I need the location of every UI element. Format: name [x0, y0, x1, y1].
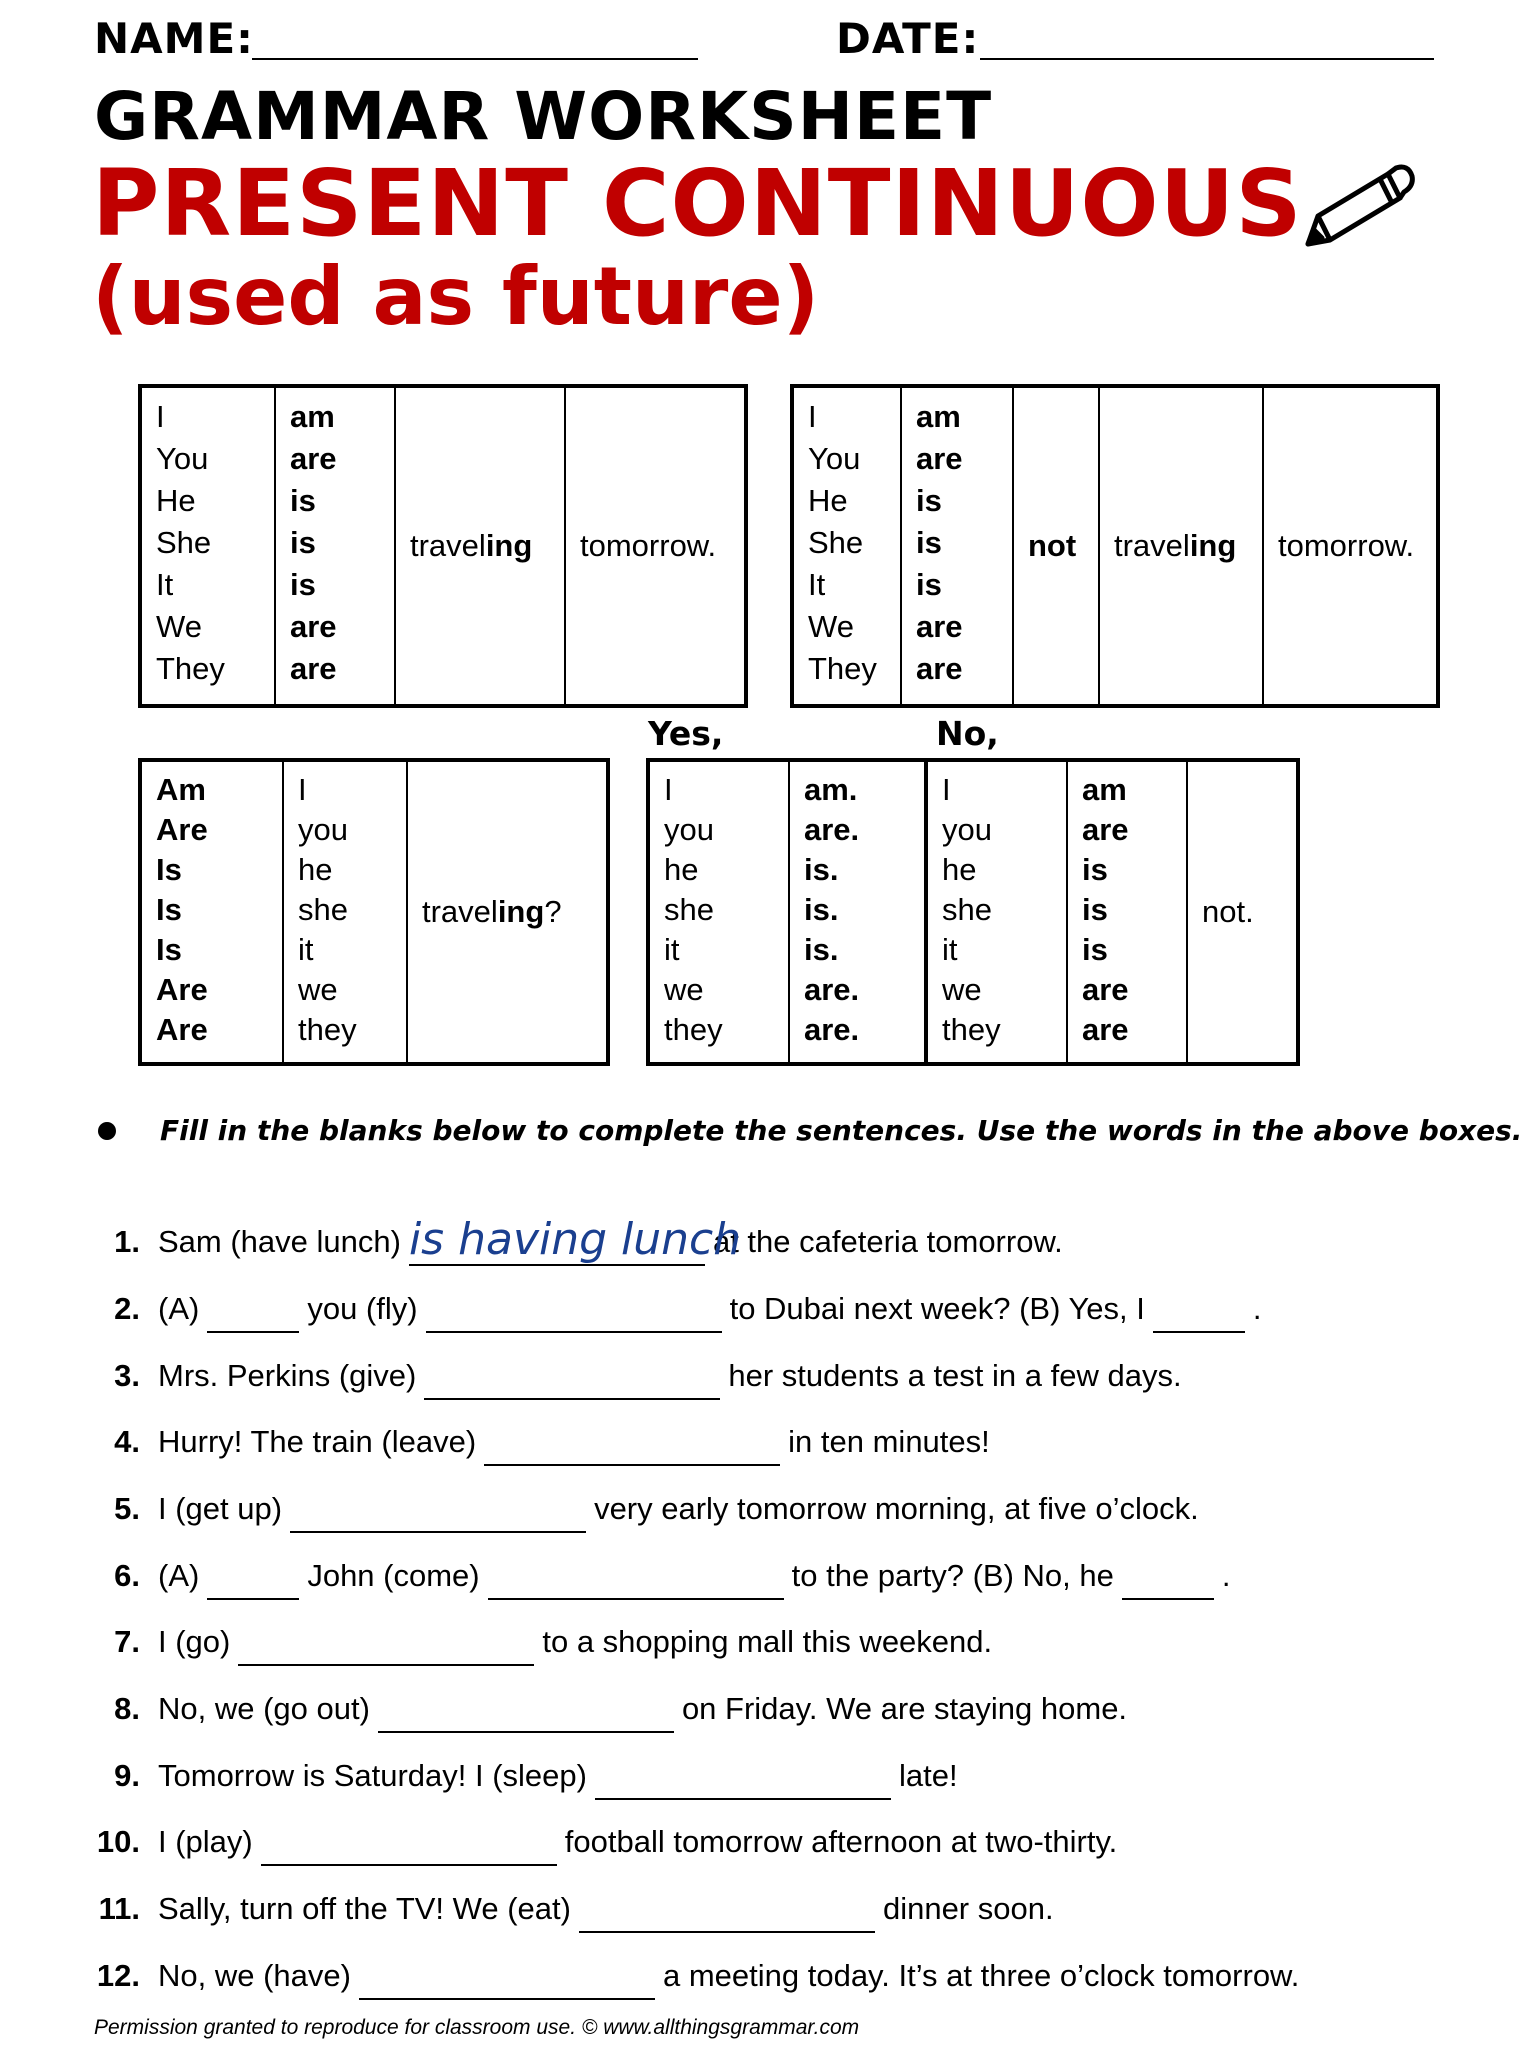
answer-blank[interactable]	[595, 1758, 891, 1800]
verb-ending: ing	[497, 894, 545, 929]
question-text: on Friday. We are staying home.	[681, 1691, 1128, 1726]
question-text: I (go)	[158, 1624, 231, 1659]
question-text: I (play)	[158, 1824, 253, 1859]
pronoun: It	[808, 567, 826, 602]
pronoun: it	[942, 932, 958, 967]
verb-base: travel	[410, 528, 486, 563]
pronoun: I	[942, 772, 951, 807]
question-text: very early tomorrow morning, at five o’clock.	[594, 1491, 1199, 1526]
be-verb: are	[916, 441, 963, 476]
be-verb: is	[290, 525, 316, 560]
verb-base: travel	[1114, 528, 1190, 563]
verb-base: travel	[422, 894, 498, 929]
topic-subtitle: (used as future)	[92, 250, 820, 343]
question-text: in ten minutes!	[788, 1424, 990, 1459]
aux-verb: Is	[156, 852, 182, 887]
pronoun: they	[942, 1012, 1001, 1047]
question-number: 6.	[114, 1558, 140, 1593]
question-item	[80, 1418, 990, 1466]
be-verb: are.	[804, 1012, 860, 1047]
answer-blank[interactable]	[359, 1958, 655, 2000]
affirmative-be-verbs	[275, 386, 395, 706]
question-text: football tomorrow afternoon at two-thirty.	[564, 1824, 1118, 1859]
question-number: 10.	[96, 1824, 140, 1859]
pronoun: they	[298, 1012, 357, 1047]
be-verb: is	[916, 483, 942, 518]
verb-ending: ing	[485, 528, 533, 563]
question-text: Sam (have lunch)	[158, 1224, 401, 1259]
question-text: late!	[898, 1758, 958, 1793]
question-number: 5.	[114, 1491, 140, 1526]
be-verb: am	[290, 399, 335, 434]
pronoun: They	[808, 651, 877, 686]
no-label: No,	[936, 714, 999, 753]
pronoun: she	[942, 892, 992, 927]
question-item	[80, 1285, 1262, 1333]
be-verb: are	[290, 609, 337, 644]
be-verb: are	[290, 441, 337, 476]
be-verb: am.	[804, 772, 858, 807]
be-verb: is	[290, 567, 316, 602]
question-number: 11.	[98, 1891, 140, 1926]
pencil-icon	[1300, 160, 1420, 250]
negative-pronouns	[792, 386, 901, 706]
be-verb: are	[290, 651, 337, 686]
be-verb: is.	[804, 892, 839, 927]
answer-blank[interactable]	[238, 1624, 534, 1666]
question-item	[80, 1618, 992, 1666]
be-verb: are	[1082, 1012, 1129, 1047]
answer-blank[interactable]	[426, 1291, 722, 1333]
affirmative-table	[138, 384, 748, 708]
be-verb: are.	[804, 812, 860, 847]
be-verb: is	[290, 483, 316, 518]
question-item	[80, 1952, 1299, 2000]
answer-blank[interactable]	[408, 1214, 742, 1266]
question-text: at the cafeteria tomorrow.	[712, 1224, 1063, 1259]
pronoun: you	[298, 812, 348, 847]
be-verb: are	[916, 609, 963, 644]
question-item	[80, 1552, 1230, 1600]
aux-verb: Is	[156, 932, 182, 967]
question-item	[80, 1352, 1182, 1400]
verb-ending: ing	[1189, 528, 1237, 563]
question-text: Sally, turn off the TV! We (eat)	[158, 1891, 571, 1926]
question-text: Hurry! The train (leave)	[158, 1424, 477, 1459]
answer-blank[interactable]	[1153, 1291, 1245, 1333]
answer-blank[interactable]	[290, 1491, 586, 1533]
be-verb: are	[1082, 972, 1129, 1007]
be-verb: am	[916, 399, 961, 434]
question-item	[80, 1214, 1063, 1266]
date-field[interactable]	[980, 18, 1434, 60]
aux-verb: Are	[156, 1012, 208, 1047]
question-number: 12.	[96, 1958, 140, 1993]
question-text: No, we (have)	[158, 1958, 351, 1993]
be-verb: are.	[804, 972, 860, 1007]
pronoun: They	[156, 651, 225, 686]
answer-blank[interactable]	[207, 1291, 299, 1333]
negative-time: tomorrow.	[1263, 386, 1438, 706]
question-text: .	[1252, 1291, 1262, 1326]
pronoun: She	[808, 525, 864, 560]
negative-table	[790, 384, 1440, 708]
pronoun: I	[156, 399, 165, 434]
answer-blank[interactable]	[207, 1558, 299, 1600]
bullet-icon	[98, 1122, 116, 1140]
be-verb: is	[916, 525, 942, 560]
answer-blank[interactable]	[378, 1691, 674, 1733]
pronoun: we	[664, 972, 704, 1007]
question-text: .	[1221, 1558, 1231, 1593]
question-text: Mrs. Perkins (give)	[158, 1358, 417, 1393]
aux-verb: Is	[156, 892, 182, 927]
name-field[interactable]	[252, 18, 698, 60]
pronoun: we	[942, 972, 982, 1007]
question-table	[138, 758, 610, 1066]
be-verb: are	[916, 651, 963, 686]
question-mark: ?	[544, 894, 562, 929]
short-answers-table	[646, 758, 1300, 1066]
pronoun: You	[156, 441, 209, 476]
answer-blank[interactable]	[261, 1824, 557, 1866]
question-text: (A)	[158, 1291, 200, 1326]
pronoun: he	[298, 852, 333, 887]
question-text: dinner soon.	[882, 1891, 1054, 1926]
aux-verb: Are	[156, 812, 208, 847]
no-not: not.	[1187, 760, 1298, 1064]
question-text: a meeting today. It’s at three o’clock tomorrow.	[662, 1958, 1300, 1993]
pronoun: we	[298, 972, 338, 1007]
question-text: to Dubai next week? (B) Yes, I	[729, 1291, 1145, 1326]
footer-credit: Permission granted to reproduce for classroom use. © www.allthingsgrammar.com	[94, 2016, 860, 2039]
affirmative-pronouns	[140, 386, 275, 706]
question-item	[80, 1685, 1127, 1733]
question-number: 4.	[114, 1424, 140, 1459]
negative-main-verb	[1099, 386, 1263, 706]
question-text: John (come)	[307, 1558, 480, 1593]
question-pronouns	[283, 760, 407, 1064]
answer-blank[interactable]	[579, 1891, 875, 1933]
no-verbs	[1067, 760, 1187, 1064]
be-verb: am	[1082, 772, 1127, 807]
question-text: to a shopping mall this weekend.	[542, 1624, 993, 1659]
answer-blank[interactable]	[488, 1558, 784, 1600]
handwritten-answer: is having lunch	[408, 1214, 742, 1265]
question-number: 1.	[114, 1224, 140, 1259]
question-item	[80, 1818, 1117, 1866]
question-number: 9.	[114, 1758, 140, 1793]
pronoun: It	[156, 567, 174, 602]
name-label: NAME:	[94, 14, 254, 63]
pronoun: you	[664, 812, 714, 847]
affirmative-time: tomorrow.	[565, 386, 746, 706]
question-item	[80, 1752, 958, 1800]
worksheet-title: GRAMMAR WORKSHEET	[94, 78, 993, 155]
question-number: 7.	[114, 1624, 140, 1659]
be-verb: is.	[804, 932, 839, 967]
question-text: Tomorrow is Saturday! I (sleep)	[158, 1758, 587, 1793]
negative-not: not	[1013, 386, 1099, 706]
answer-blank[interactable]	[424, 1358, 720, 1400]
pronoun: We	[156, 609, 202, 644]
pronoun: I	[808, 399, 817, 434]
be-verb: is	[916, 567, 942, 602]
question-text: to the party? (B) No, he	[791, 1558, 1114, 1593]
question-text: (A)	[158, 1558, 200, 1593]
question-main-verb	[407, 760, 608, 1064]
instructions: Fill in the blanks below to complete the sentences. Use the words in the above boxes.	[160, 1114, 1523, 1147]
pronoun: She	[156, 525, 212, 560]
affirmative-main-verb	[395, 386, 565, 706]
question-number: 3.	[114, 1358, 140, 1393]
pronoun: I	[664, 772, 673, 807]
question-number: 8.	[114, 1691, 140, 1726]
question-text: I (get up)	[158, 1491, 283, 1526]
question-number: 2.	[114, 1291, 140, 1326]
negative-be-verbs	[901, 386, 1013, 706]
pronoun: she	[298, 892, 348, 927]
pronoun: she	[664, 892, 714, 927]
aux-verb: Are	[156, 972, 208, 1007]
question-text: No, we (go out)	[158, 1691, 370, 1726]
topic-title: PRESENT CONTINUOUS	[92, 150, 1303, 257]
yes-verbs	[789, 760, 926, 1064]
pronoun: it	[664, 932, 680, 967]
pronoun: You	[808, 441, 861, 476]
pronoun: he	[942, 852, 977, 887]
no-pronouns	[926, 760, 1067, 1064]
be-verb: are	[1082, 812, 1129, 847]
answer-blank[interactable]	[1122, 1558, 1214, 1600]
pronoun: he	[664, 852, 699, 887]
pronoun: We	[808, 609, 854, 644]
question-item	[80, 1485, 1199, 1533]
be-verb: is	[1082, 892, 1108, 927]
pronoun: He	[808, 483, 848, 518]
question-text: you (fly)	[307, 1291, 418, 1326]
pronoun: He	[156, 483, 196, 518]
yes-pronouns	[648, 760, 789, 1064]
be-verb: is.	[804, 852, 839, 887]
be-verb: is	[1082, 852, 1108, 887]
yes-label: Yes,	[648, 714, 724, 753]
pronoun: I	[298, 772, 307, 807]
question-item	[80, 1885, 1054, 1933]
pronoun: you	[942, 812, 992, 847]
question-text: her students a test in a few days.	[728, 1358, 1182, 1393]
pronoun: they	[664, 1012, 723, 1047]
answer-blank[interactable]	[484, 1424, 780, 1466]
aux-verb: Am	[156, 772, 206, 807]
be-verb: is	[1082, 932, 1108, 967]
date-label: DATE:	[836, 14, 980, 63]
question-aux	[140, 760, 283, 1064]
pronoun: it	[298, 932, 314, 967]
